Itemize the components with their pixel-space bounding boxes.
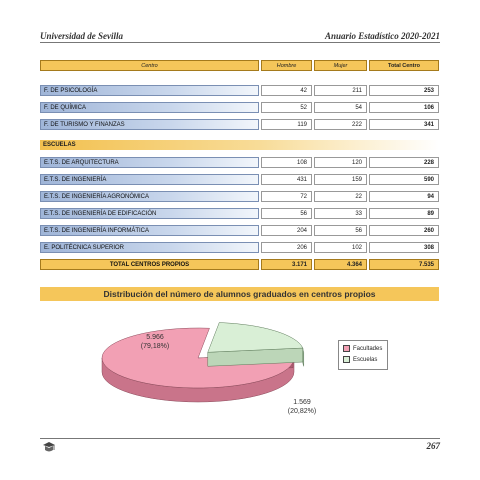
chart-title: Distribución del número de alumnos graduados en centros propios [40,287,439,301]
row-total: 253 [369,85,439,96]
row-mujer: 22 [314,191,367,202]
row-name: E.T.S. DE INGENIERÍA DE EDIFICACIÓN [40,208,259,219]
row-mujer: 102 [314,242,367,253]
row-mujer: 33 [314,208,367,219]
total-label: TOTAL CENTROS PROPIOS [40,259,259,270]
header-yearbook: Anuario Estadístico 2020-2021 [324,31,440,41]
row-total: 308 [369,242,439,253]
row-name: E.T.S. DE ARQUITECTURA [40,157,259,168]
footer-rule [40,438,440,439]
col-header-hombre: Hombre [261,60,312,71]
total-mujer: 4.364 [314,259,367,270]
row-total: 89 [369,208,439,219]
row-total: 106 [369,102,439,113]
row-mujer: 56 [314,225,367,236]
row-total: 341 [369,119,439,130]
total-total: 7.535 [369,259,439,270]
row-hombre: 42 [261,85,312,96]
legend-swatch-facultades [343,345,350,352]
section-escuelas: ESCUELAS [40,140,439,150]
row-total: 228 [369,157,439,168]
legend-item-facultades: Facultades [343,344,383,355]
legend-swatch-escuelas [343,356,350,363]
row-name: F. DE PSICOLOGÍA [40,85,259,96]
row-total: 590 [369,174,439,185]
row-name: F. DE TURISMO Y FINANZAS [40,119,259,130]
row-hombre: 119 [261,119,312,130]
total-hombre: 3.171 [261,259,312,270]
row-hombre: 56 [261,208,312,219]
row-mujer: 211 [314,85,367,96]
row-mujer: 120 [314,157,367,168]
col-header-mujer: Mujer [314,60,367,71]
row-hombre: 72 [261,191,312,202]
row-total: 260 [369,225,439,236]
row-mujer: 54 [314,102,367,113]
row-mujer: 222 [314,119,367,130]
row-hombre: 52 [261,102,312,113]
row-name: E.T.S. DE INGENIERÍA INFORMÁTICA [40,225,259,236]
row-name: E. POLITÉCNICA SUPERIOR [40,242,259,253]
row-name: F. DE QUÍMICA [40,102,259,113]
header-university: Universidad de Sevilla [40,31,123,41]
col-header-total: Total Centro [369,60,439,71]
row-name: E.T.S. DE INGENIERÍA AGRONÓMICA [40,191,259,202]
slice-label-escuelas: 1.569 (20,82%) [287,399,317,415]
page-number: 267 [426,441,440,451]
row-total: 94 [369,191,439,202]
row-hombre: 108 [261,157,312,168]
row-mujer: 159 [314,174,367,185]
row-hombre: 206 [261,242,312,253]
pie-slice-escuelas [208,322,303,352]
page-header [40,28,440,43]
legend-item-escuelas: Escuelas [343,355,383,366]
university-logo-icon [42,441,56,453]
row-name: E.T.S. DE INGENIERÍA [40,174,259,185]
col-header-centro: Centro [40,60,259,71]
slice-label-facultades: 5.966 (79,18%) [140,334,170,350]
chart-legend [338,340,388,370]
row-hombre: 204 [261,225,312,236]
row-hombre: 431 [261,174,312,185]
